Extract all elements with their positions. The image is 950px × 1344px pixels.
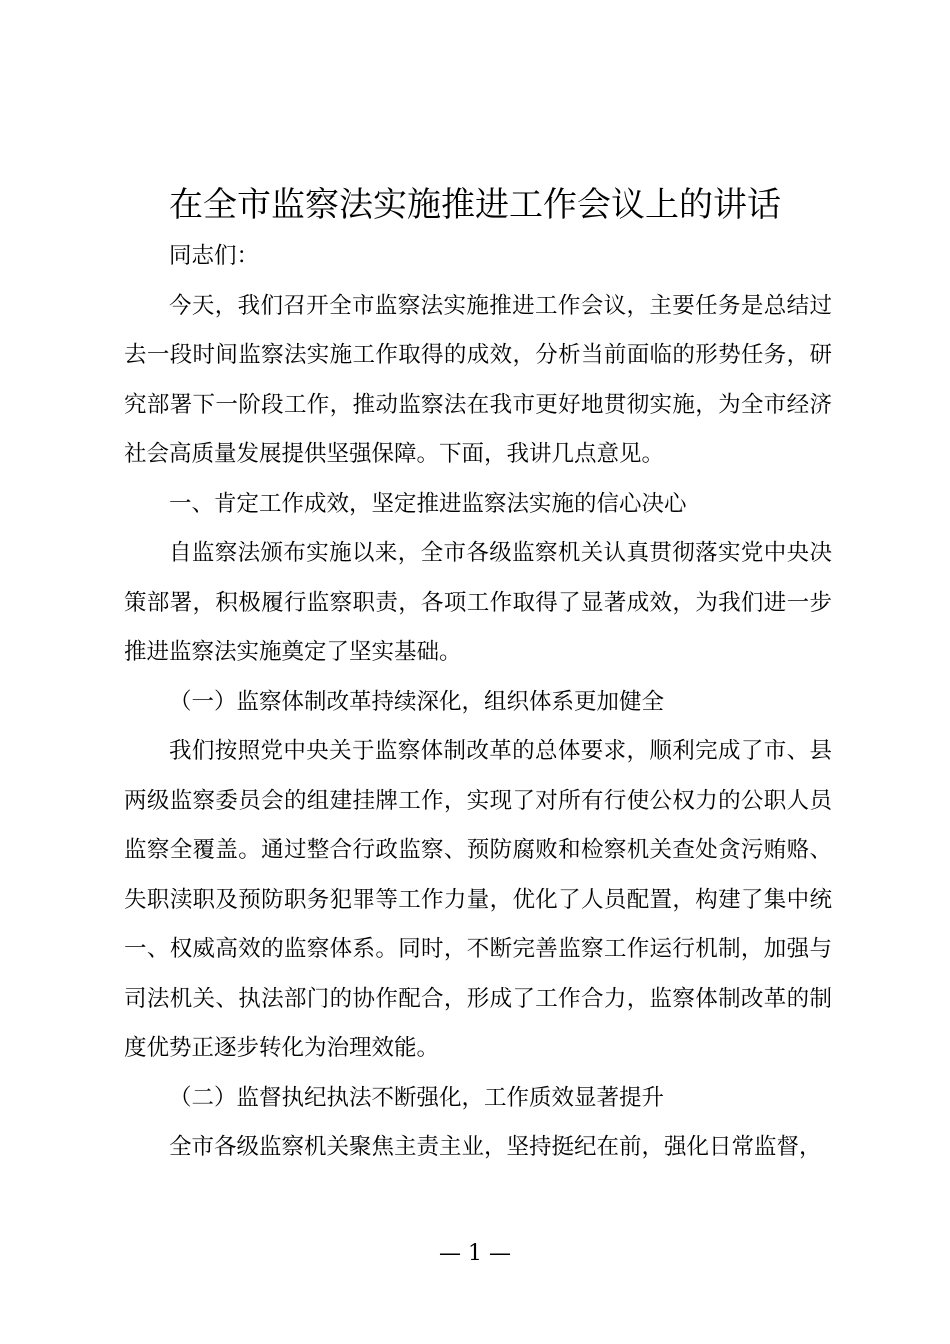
document-body — [124, 232, 832, 1173]
page-number: — 1 — — [439, 1241, 511, 1266]
section-1-paragraph: 自监察法颁布实施以来，全市各级监察机关认真贯彻落实党中央决策部署，积极履行监察职责，各项工作取得了显著成效，为我们进一步推进监察法实施奠定了坚实基础。 — [124, 540, 832, 665]
section-heading-1: 一、肯定工作成效，坚定推进监察法实施的信心决心 — [169, 490, 687, 517]
subsection-1-paragraph: 我们按照党中央关于监察体制改革的总体要求，顺利完成了市、县两级监察委员会的组建挂牌工作，实现了对所有行使公权力的公职人员监察全覆盖。通过整合行政监察、预防腐败和检察机关查处贪污贿赂、失职渎职及预防职务犯罪等工作力量，优化了人员配置，构建了集中统一、权威高效的监察体系。同时，不断完善监察工作运行机制，加强与司法机关、执法部门的协作配合，形成了工作合力，监察体制改革的制度优势正逐步转化为治理效能。 — [124, 738, 832, 1061]
document-title: 在全市监察法实施推进工作会议上的讲话 — [169, 185, 781, 225]
intro-paragraph: 今天，我们召开全市监察法实施推进工作会议，主要任务是总结过去一段时间监察法实施工作取得的成效，分析当前面临的形势任务，研究部署下一阶段工作，推动监察法在我市更好地贯彻实施，为全市经济社会高质量发展提供坚强保障。下面，我讲几点意见。 — [124, 292, 832, 467]
subsection-heading-1: （一）监察体制改革持续深化，组织体系更加健全 — [169, 688, 665, 715]
subsection-heading-2: （二）监督执纪执法不断强化，工作质效显著提升 — [169, 1084, 665, 1111]
subsection-2-paragraph: 全市各级监察机关聚焦主责主业，坚持挺纪在前，强化日常监督， — [169, 1134, 822, 1160]
salutation: 同志们： — [169, 243, 260, 269]
